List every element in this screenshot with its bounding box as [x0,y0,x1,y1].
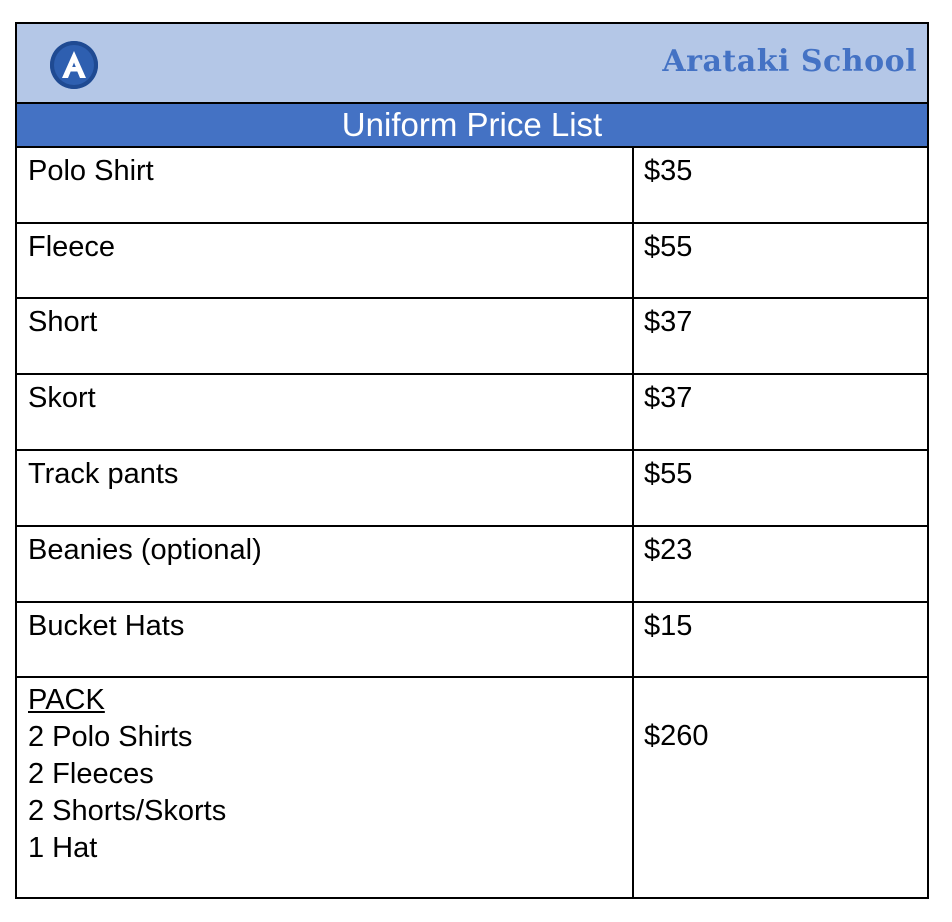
pack-line: 1 Hat [28,832,98,864]
item-price: $37 [644,382,693,414]
item-name: Fleece [28,231,116,263]
page-title: Uniform Price List [17,104,927,148]
item-name: Track pants [28,458,179,490]
price-table [17,148,927,899]
price-list-document [15,22,929,899]
table-row [17,603,927,678]
header-bar [17,24,927,104]
pack-price: $260 [644,720,709,752]
column-divider [632,375,634,449]
column-divider [632,527,634,601]
item-name: Skort [28,382,96,414]
item-name: Beanies (optional) [28,534,262,566]
pack-row [17,678,927,899]
column-divider [632,224,634,297]
pack-line: 2 Fleeces [28,758,154,790]
school-name: Arataki School [662,44,917,79]
table-row [17,299,927,375]
column-divider [632,148,634,222]
item-price: $55 [644,458,693,490]
item-price: $23 [644,534,693,566]
table-row [17,375,927,451]
pack-contents [28,682,226,867]
table-row [17,224,927,299]
column-divider [632,603,634,676]
item-name: Bucket Hats [28,610,185,642]
column-divider [632,678,634,899]
column-divider [632,451,634,525]
pack-line: 2 Shorts/Skorts [28,795,227,827]
item-price: $35 [644,155,693,187]
table-row [17,527,927,603]
item-name: Short [28,306,98,338]
pack-title: PACK [28,684,105,716]
table-row [17,451,927,527]
item-price: $15 [644,610,693,642]
item-name: Polo Shirt [28,155,154,187]
school-logo-icon [50,41,98,89]
item-price: $37 [644,306,693,338]
table-row [17,148,927,224]
item-price: $55 [644,231,693,263]
column-divider [632,299,634,373]
pack-line: 2 Polo Shirts [28,721,193,753]
